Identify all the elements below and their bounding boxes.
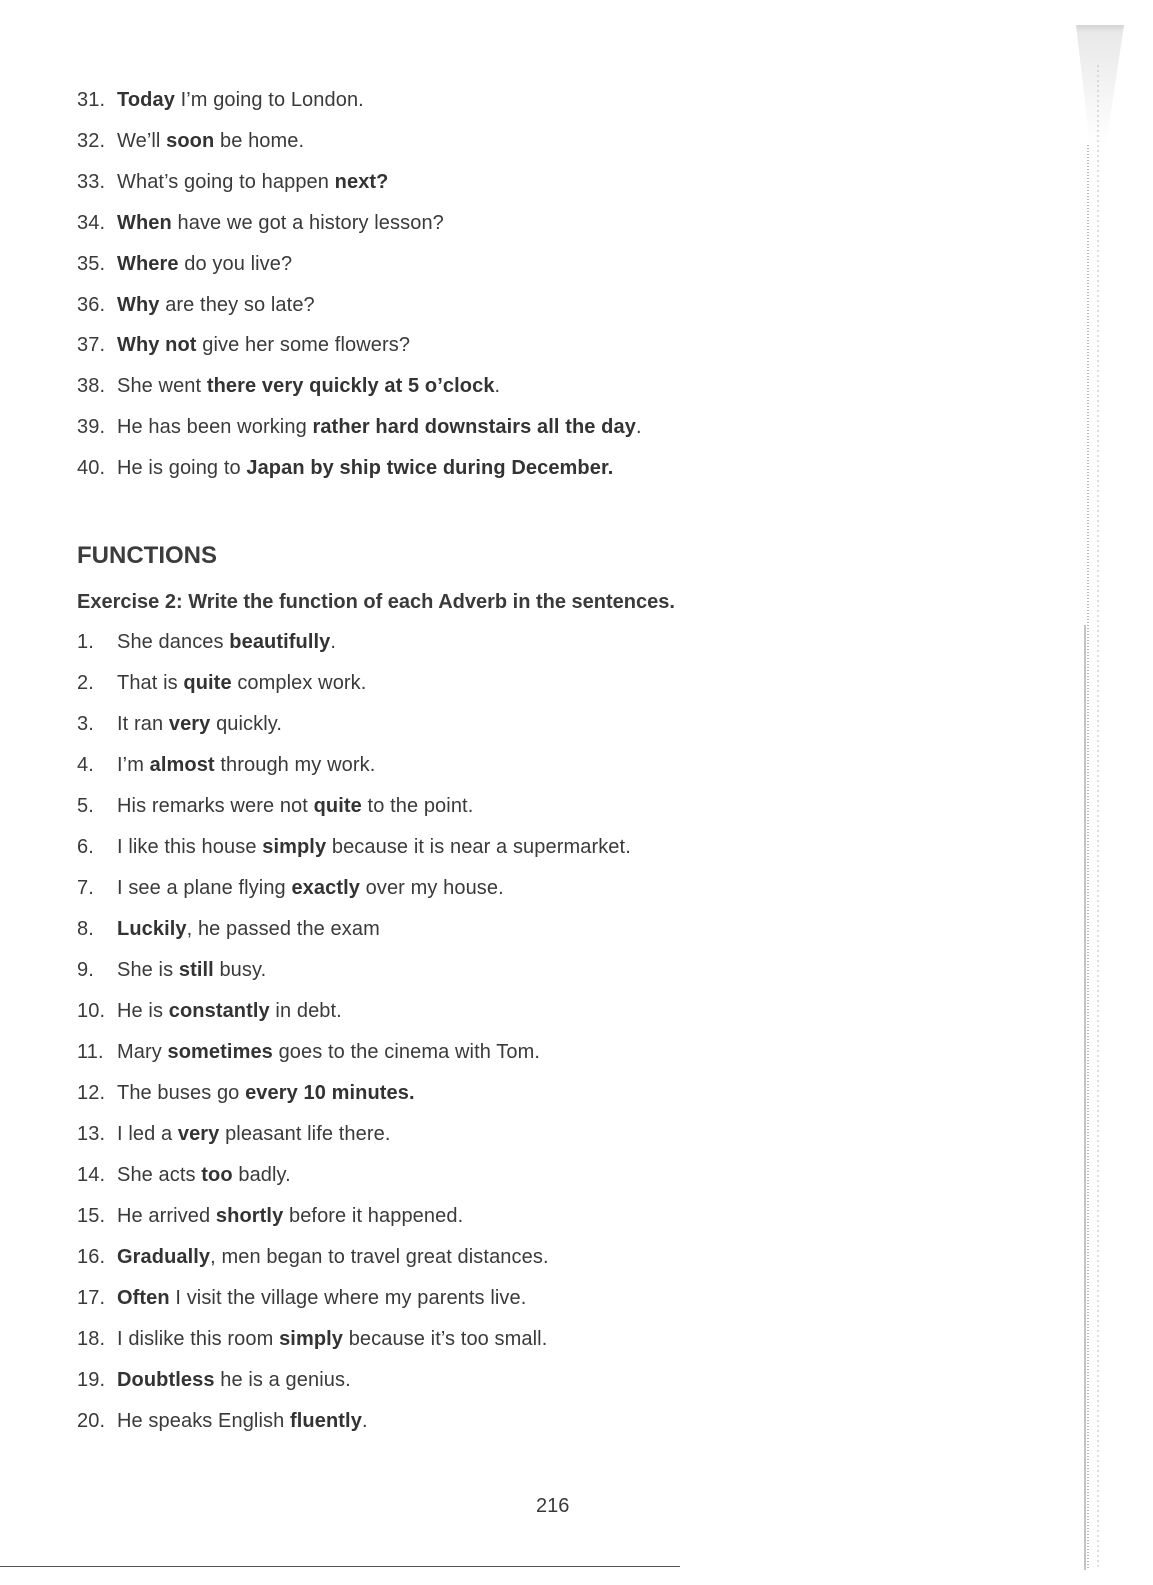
adverb-text: Why not xyxy=(117,334,197,357)
item-number: 39. xyxy=(77,416,106,439)
item-number: 9. xyxy=(77,959,94,981)
sentence-text: because it is near a supermarket. xyxy=(326,836,631,858)
adverb-text: Today xyxy=(117,89,175,111)
sentence-text: are they so late? xyxy=(159,293,315,316)
adverb-text: still xyxy=(178,959,214,981)
sentence-text: through my work. xyxy=(214,754,376,776)
item-number: 38. xyxy=(77,375,106,398)
item-number: 4. xyxy=(77,754,94,776)
list-item xyxy=(77,630,336,654)
sentence-text: do you live? xyxy=(178,252,293,275)
sentence-text: to the point. xyxy=(361,795,474,817)
sentence-text: before it happened. xyxy=(283,1205,464,1227)
adverb-text: shortly xyxy=(215,1205,284,1227)
list-item xyxy=(77,211,444,235)
item-number: 31. xyxy=(77,89,106,111)
adverb-text: quite xyxy=(313,795,362,817)
item-number: 14. xyxy=(77,1164,106,1186)
list-item xyxy=(77,917,380,941)
list-item xyxy=(77,712,282,736)
sentence-text: he is a genius. xyxy=(214,1369,351,1391)
list-item xyxy=(77,415,642,439)
adverb-text: simply xyxy=(262,836,327,858)
sentence-text: , men began to travel great distances. xyxy=(210,1246,549,1268)
list-item xyxy=(77,1204,463,1228)
item-number: 1. xyxy=(77,631,94,653)
bottom-rule xyxy=(0,1566,680,1567)
sentence-text: I visit the village where my parents live. xyxy=(169,1287,527,1309)
item-number: 34. xyxy=(77,211,106,234)
item-number: 32. xyxy=(77,129,106,152)
sentence-text: She is xyxy=(117,959,179,981)
sentence-text: She dances xyxy=(117,631,230,653)
list-item xyxy=(77,1081,415,1105)
item-number: 19. xyxy=(77,1369,106,1391)
sentence-text: I’m xyxy=(117,754,150,776)
adverb-text: Doubtless xyxy=(117,1369,215,1391)
adverb-text: Often xyxy=(117,1287,170,1309)
list-item xyxy=(77,671,366,695)
list-item xyxy=(77,129,304,153)
list-item xyxy=(77,958,266,982)
item-number: 11. xyxy=(77,1041,104,1063)
list-item xyxy=(77,1286,526,1310)
item-number: 12. xyxy=(77,1082,106,1104)
adverb-text: there very quickly at 5 o’clock xyxy=(206,375,495,398)
list-item xyxy=(77,88,364,112)
sentence-text: Mary xyxy=(117,1041,168,1063)
sentence-text: What’s going to happen xyxy=(117,170,335,193)
adverb-text: almost xyxy=(149,754,215,776)
adverb-text: soon xyxy=(166,129,215,152)
item-number: 36. xyxy=(77,293,106,316)
list-item xyxy=(77,835,631,859)
adverb-text: fluently xyxy=(290,1410,362,1432)
sentence-text: He is going to xyxy=(117,457,247,480)
list-item xyxy=(77,333,410,357)
list-item xyxy=(77,1409,368,1433)
sentence-text: It ran xyxy=(117,713,169,735)
sentence-text: He speaks English xyxy=(117,1410,291,1432)
list-item xyxy=(77,252,292,276)
sentence-text: have we got a history lesson? xyxy=(171,211,444,234)
item-number: 5. xyxy=(77,795,94,817)
item-number: 15. xyxy=(77,1205,106,1227)
adverb-text: rather hard downstairs all the day xyxy=(312,416,636,439)
adverb-text: Japan by ship twice during December. xyxy=(246,457,614,480)
sentence-text: complex work. xyxy=(231,672,367,694)
adverb-text: very xyxy=(168,713,211,735)
item-number: 35. xyxy=(77,252,106,275)
sentence-text: . xyxy=(635,416,642,439)
adverb-text: Why xyxy=(117,293,160,316)
sentence-text: He has been working xyxy=(117,416,313,439)
section-heading: FUNCTIONS xyxy=(77,542,217,569)
sentence-text: goes to the cinema with Tom. xyxy=(272,1041,541,1063)
item-number: 10. xyxy=(77,1000,106,1022)
list-item xyxy=(77,170,389,194)
sentence-text: busy. xyxy=(213,959,267,981)
sentence-text: The buses go xyxy=(117,1082,246,1104)
list-item xyxy=(77,293,315,317)
sentence-text: quickly. xyxy=(210,713,283,735)
item-number: 7. xyxy=(77,877,94,899)
adverb-text: When xyxy=(117,211,172,234)
sentence-text: badly. xyxy=(232,1164,291,1186)
item-number: 18. xyxy=(77,1328,106,1350)
adverb-text: Gradually xyxy=(117,1246,211,1268)
list-item xyxy=(77,1163,291,1187)
adverb-text: next? xyxy=(334,170,389,193)
list-item xyxy=(77,374,500,398)
sentence-text: in debt. xyxy=(269,1000,342,1022)
item-number: 3. xyxy=(77,713,94,735)
sentence-text: He arrived xyxy=(117,1205,216,1227)
sentence-text: I dislike this room xyxy=(117,1328,280,1350)
item-number: 6. xyxy=(77,836,94,858)
sentence-text: . xyxy=(361,1410,368,1432)
adverb-text: too xyxy=(201,1164,233,1186)
sentence-text: give her some flowers? xyxy=(196,334,411,357)
item-number: 33. xyxy=(77,170,106,193)
list-item xyxy=(77,1327,547,1351)
list-item xyxy=(77,1368,351,1392)
sentence-text: I see a plane flying xyxy=(117,877,292,899)
sentence-text: That is xyxy=(117,672,184,694)
item-number: 20. xyxy=(77,1410,106,1432)
sentence-text: He is xyxy=(117,1000,169,1022)
list-item xyxy=(77,876,504,900)
adverb-text: Luckily xyxy=(117,918,187,940)
sentence-text: over my house. xyxy=(359,877,504,899)
sentence-text: because it’s too small. xyxy=(343,1328,548,1350)
sentence-text: I led a xyxy=(117,1123,178,1145)
list-item xyxy=(77,456,613,480)
adverb-text: every 10 minutes. xyxy=(245,1082,415,1104)
item-number: 37. xyxy=(77,334,106,357)
adverb-text: constantly xyxy=(168,1000,270,1022)
sentence-text: . xyxy=(494,375,501,398)
sentence-text: be home. xyxy=(214,129,305,152)
adverb-text: Where xyxy=(117,252,179,275)
sentence-text: I like this house xyxy=(117,836,263,858)
item-number: 13. xyxy=(77,1123,106,1145)
sentence-text: She acts xyxy=(117,1164,202,1186)
adverb-text: very xyxy=(177,1123,220,1145)
sentence-text: We’ll xyxy=(117,129,167,152)
list-item xyxy=(77,1245,549,1269)
item-number: 40. xyxy=(77,457,106,480)
adverb-text: beautifully xyxy=(229,631,331,653)
adverb-text: quite xyxy=(183,672,232,694)
list-item xyxy=(77,753,375,777)
page-number: 216 xyxy=(536,1495,570,1517)
item-number: 17. xyxy=(77,1287,106,1309)
sentence-text: , he passed the exam xyxy=(186,918,380,940)
adverb-text: sometimes xyxy=(167,1041,273,1063)
exercise-title: Exercise 2: Write the function of each Adverb in the sentences. xyxy=(77,591,675,613)
list-item xyxy=(77,999,342,1023)
sentence-text: I’m going to London. xyxy=(174,89,364,111)
list-item xyxy=(77,1122,391,1146)
item-number: 2. xyxy=(77,672,94,694)
sentence-text: She went xyxy=(117,375,207,398)
sentence-text: . xyxy=(330,631,337,653)
sentence-text: His remarks were not xyxy=(117,795,314,817)
adverb-text: exactly xyxy=(291,877,360,899)
list-item xyxy=(77,1040,540,1064)
list-item xyxy=(77,794,473,818)
sentence-text: pleasant life there. xyxy=(219,1123,391,1145)
item-number: 16. xyxy=(77,1246,106,1268)
adverb-text: simply xyxy=(279,1328,344,1350)
item-number: 8. xyxy=(77,918,94,940)
scan-edge-shadow xyxy=(1076,25,1124,1570)
